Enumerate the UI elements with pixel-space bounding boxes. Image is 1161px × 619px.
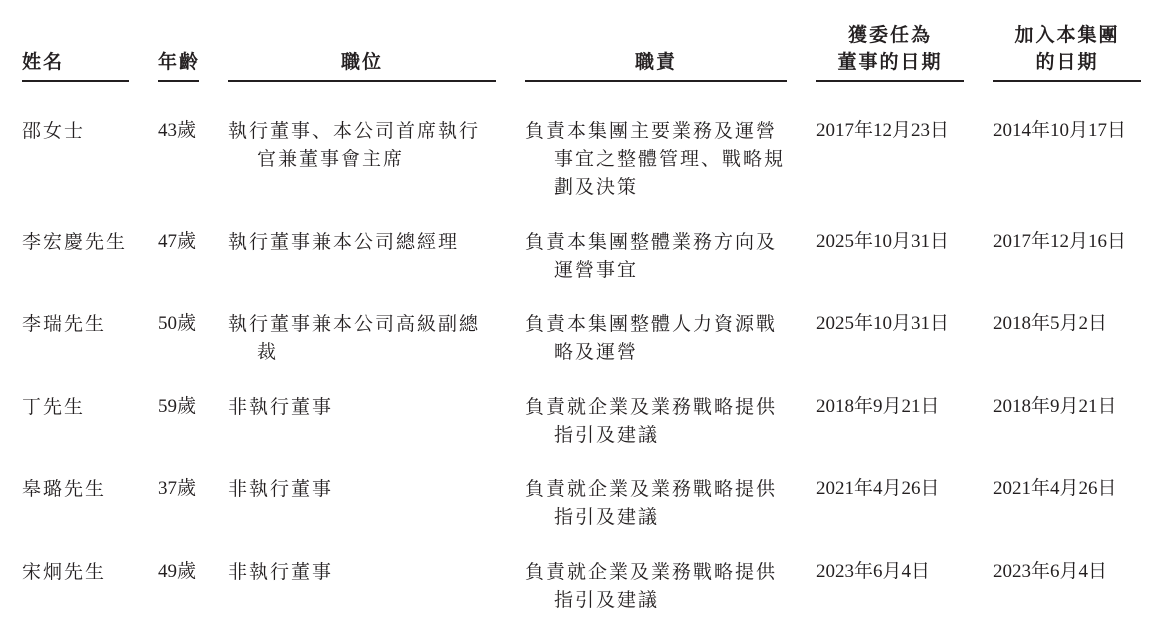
appointed-date: 2017年12月23日 xyxy=(816,120,950,141)
director-age: 47歲 xyxy=(158,231,197,252)
director-name: 邵女士 xyxy=(22,120,86,142)
director-name: 李宏慶先生 xyxy=(22,231,128,253)
header-age: 年齡 xyxy=(158,51,201,73)
header-joined-date xyxy=(993,22,1141,76)
header-name: 姓名 xyxy=(22,51,65,73)
director-position: 非執行董事 xyxy=(228,561,334,583)
header-joined-line2: 的日期 xyxy=(1035,51,1099,73)
joined-date: 2018年5月2日 xyxy=(993,313,1108,334)
director-position: 執行董事兼本公司高級副總 裁 xyxy=(228,313,481,363)
director-age: 37歲 xyxy=(158,478,197,499)
director-name: 皋璐先生 xyxy=(22,478,107,500)
header-rule-duties xyxy=(525,80,787,82)
director-duties: 負責本集團整體業務方向及 運營事宜 xyxy=(525,231,778,281)
director-position: 非執行董事 xyxy=(228,478,334,500)
header-appointed-date xyxy=(816,22,964,76)
header-duties: 職責 xyxy=(634,51,677,73)
header-rule-position xyxy=(228,80,496,82)
header-appointed-line2: 董事的日期 xyxy=(837,51,943,73)
joined-date: 2014年10月17日 xyxy=(993,120,1127,141)
header-rule-appointed xyxy=(816,80,964,82)
director-position: 非執行董事 xyxy=(228,396,334,418)
director-duties: 負責就企業及業務戰略提供 指引及建議 xyxy=(525,561,778,611)
appointed-date: 2021年4月26日 xyxy=(816,478,940,499)
director-position: 執行董事、本公司首席執行 官兼董事會主席 xyxy=(228,120,481,170)
director-duties: 負責就企業及業務戰略提供 指引及建議 xyxy=(525,478,778,528)
director-duties: 負責本集團整體人力資源戰 略及運營 xyxy=(525,313,778,363)
joined-date: 2017年12月16日 xyxy=(993,231,1127,252)
director-position: 執行董事兼本公司總經理 xyxy=(228,231,460,253)
director-duties: 負責本集團主要業務及運營 事宜之整體管理、戰略規 劃及決策 xyxy=(525,120,786,198)
header-rule-age xyxy=(158,80,199,82)
header-appointed-line1: 獲委任為 xyxy=(847,24,932,46)
director-age: 50歲 xyxy=(158,313,197,334)
director-duties: 負責就企業及業務戰略提供 指引及建議 xyxy=(525,396,778,446)
header-joined-line1: 加入本集團 xyxy=(1014,24,1120,46)
director-age: 43歲 xyxy=(158,120,197,141)
header-rule-name xyxy=(22,80,129,82)
appointed-date: 2023年6月4日 xyxy=(816,561,931,582)
joined-date: 2021年4月26日 xyxy=(993,478,1117,499)
joined-date: 2023年6月4日 xyxy=(993,561,1108,582)
director-name: 丁先生 xyxy=(22,396,86,418)
appointed-date: 2025年10月31日 xyxy=(816,231,950,252)
appointed-date: 2025年10月31日 xyxy=(816,313,950,334)
director-age: 49歲 xyxy=(158,561,197,582)
joined-date: 2018年9月21日 xyxy=(993,396,1117,417)
director-age: 59歲 xyxy=(158,396,197,417)
header-position: 職位 xyxy=(340,51,383,73)
director-name: 李瑞先生 xyxy=(22,313,107,335)
header-rule-joined xyxy=(993,80,1141,82)
appointed-date: 2018年9月21日 xyxy=(816,396,940,417)
director-name: 宋炯先生 xyxy=(22,561,107,583)
